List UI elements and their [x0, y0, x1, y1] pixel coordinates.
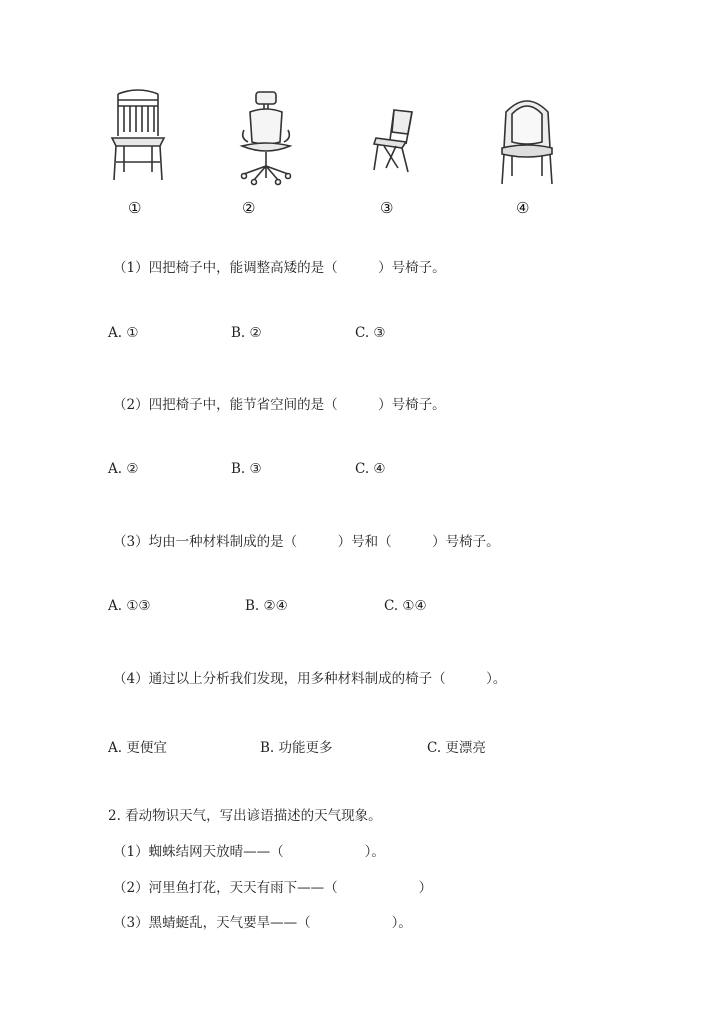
question-4: （4）通过以上分析我们发现，用多种材料制成的椅子（ ）。: [113, 671, 507, 687]
question-2: （2）四把椅子中，能节省空间的是（ ）号椅子。: [113, 397, 446, 413]
section-2-title: 2. 看动物识天气，写出谚语描述的天气现象。: [108, 808, 382, 824]
plastic-chair-icon: [498, 92, 556, 186]
chair-label-3: ③: [380, 199, 394, 217]
q2-option-b[interactable]: B. ③: [231, 461, 262, 477]
q1-option-c[interactable]: C. ③: [355, 325, 386, 341]
question-1: （1）四把椅子中，能调整高矮的是（ ）号椅子。: [113, 260, 446, 276]
chair-label-2: ②: [242, 199, 256, 217]
q1-option-a[interactable]: A. ①: [108, 325, 139, 341]
q3-option-b[interactable]: B. ②④: [245, 598, 288, 614]
q4-option-a[interactable]: A. 更便宜: [108, 740, 167, 756]
proverb-2: （2）河里鱼打花，天天有雨下——（ ）: [113, 880, 433, 896]
q4-option-c[interactable]: C. 更漂亮: [427, 740, 486, 756]
chair-label-4: ④: [516, 199, 530, 217]
wooden-chair-icon: [108, 88, 168, 184]
q1-option-b[interactable]: B. ②: [231, 325, 262, 341]
q3-option-c[interactable]: C. ①④: [384, 598, 427, 614]
chair-label-1: ①: [128, 199, 142, 217]
q2-option-c[interactable]: C. ④: [355, 461, 386, 477]
folding-chair-icon: [372, 106, 416, 174]
q2-option-a[interactable]: A. ②: [108, 461, 139, 477]
question-3: （3）均由一种材料制成的是（ ）号和（ ）号椅子。: [113, 534, 500, 550]
office-chair-icon: [236, 90, 296, 186]
q4-option-b[interactable]: B. 功能更多: [260, 740, 333, 756]
q3-option-a[interactable]: A. ①③: [108, 598, 151, 614]
proverb-3: （3）黑蜻蜓乱，天气要旱——（ ）。: [113, 915, 412, 931]
proverb-1: （1）蜘蛛结网天放晴——（ ）。: [113, 844, 385, 860]
